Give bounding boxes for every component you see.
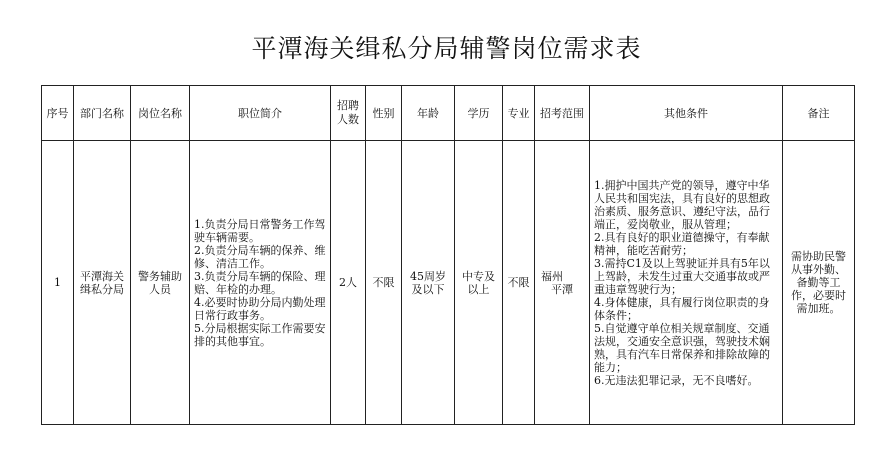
- cell-education-line2: 以上: [467, 282, 490, 296]
- cell-scope-line1: 福州: [541, 269, 563, 283]
- cell-major: 不限: [503, 141, 535, 425]
- header-count: [331, 86, 366, 141]
- cell-age-line2: 及以下: [411, 282, 445, 296]
- header-count-line1: 招聘: [337, 99, 359, 112]
- intro-item-3: 3.负责分局车辆的保险、理赔、年检的办理。: [194, 269, 326, 296]
- cell-intro: [190, 141, 331, 425]
- cell-position-line2: 人员: [149, 282, 171, 296]
- header-scope: 招考范围: [535, 86, 590, 141]
- condition-item-1: 1.拥护中国共产党的领导，遵守中华人民共和国宪法，具有良好的思想政治素质、服务意识、遵纪守法，品行端正，爱岗敬业，服从管理；: [594, 178, 770, 231]
- cell-age-line1: 45周岁: [410, 269, 446, 283]
- condition-item-5: 5.自觉遵守单位相关规章制度、交通法规，交通安全意识强，驾驶技术娴熟，具有汽车日常保养和排除故障的能力；: [594, 321, 770, 374]
- header-gender: 性别: [366, 86, 402, 141]
- intro-item-5: 5.分局根据实际工作需要安排的其他事宜。: [194, 321, 326, 348]
- cell-dept-line1: 平潭海关: [80, 269, 124, 283]
- cell-position: [131, 141, 190, 425]
- header-remarks: 备注: [783, 86, 855, 141]
- cell-scope: [535, 141, 590, 425]
- cell-count: 2人: [331, 141, 366, 425]
- intro-item-2: 2.负责分局车辆的保养、维修、清洁工作。: [194, 243, 326, 270]
- job-requirements-table: [41, 85, 855, 425]
- page-title: 平潭海关缉私分局辅警岗位需求表: [251, 34, 642, 63]
- cell-gender: 不限: [366, 141, 402, 425]
- header-position: 岗位名称: [131, 86, 190, 141]
- table-header-row: [42, 86, 855, 141]
- cell-education: [455, 141, 503, 425]
- header-age: 年龄: [402, 86, 455, 141]
- header-count-line2: 人数: [337, 113, 359, 126]
- header-intro: 职位简介: [190, 86, 331, 141]
- condition-item-3: 3.需持C1及以上驾驶证并具有5年以上驾龄，未发生过重大交通事故或严重违章驾驶行为；: [594, 256, 770, 296]
- header-major: 专业: [503, 86, 535, 141]
- header-dept: 部门名称: [74, 86, 131, 141]
- cell-conditions: [590, 141, 783, 425]
- table-row: [42, 141, 855, 425]
- header-seq: 序号: [42, 86, 74, 141]
- cell-seq: 1: [42, 141, 74, 425]
- header-education: 学历: [455, 86, 503, 141]
- cell-age: [402, 141, 455, 425]
- cell-scope-line2: 平潭: [551, 282, 573, 296]
- header-conditions: 其他条件: [590, 86, 783, 141]
- condition-item-6: 6.无违法犯罪记录，无不良嗜好。: [594, 373, 759, 387]
- cell-dept-line2: 缉私分局: [80, 282, 124, 296]
- cell-position-line1: 警务辅助: [138, 269, 182, 283]
- condition-item-2: 2.具有良好的职业道德操守，有奉献精神，能吃苦耐劳；: [594, 230, 770, 257]
- intro-item-4: 4.必要时协助分局内勤处理日常行政事务。: [194, 295, 326, 322]
- intro-item-1: 1.负责分局日常警务工作驾驶车辆需要。: [194, 217, 326, 244]
- cell-education-line1: 中专及: [462, 269, 495, 283]
- condition-item-4: 4.身体健康，具有履行岗位职责的身体条件；: [594, 295, 770, 322]
- cell-dept: [74, 141, 131, 425]
- cell-remarks: 需协助民警从事外勤、备勤等工作，必要时需加班。: [783, 141, 855, 425]
